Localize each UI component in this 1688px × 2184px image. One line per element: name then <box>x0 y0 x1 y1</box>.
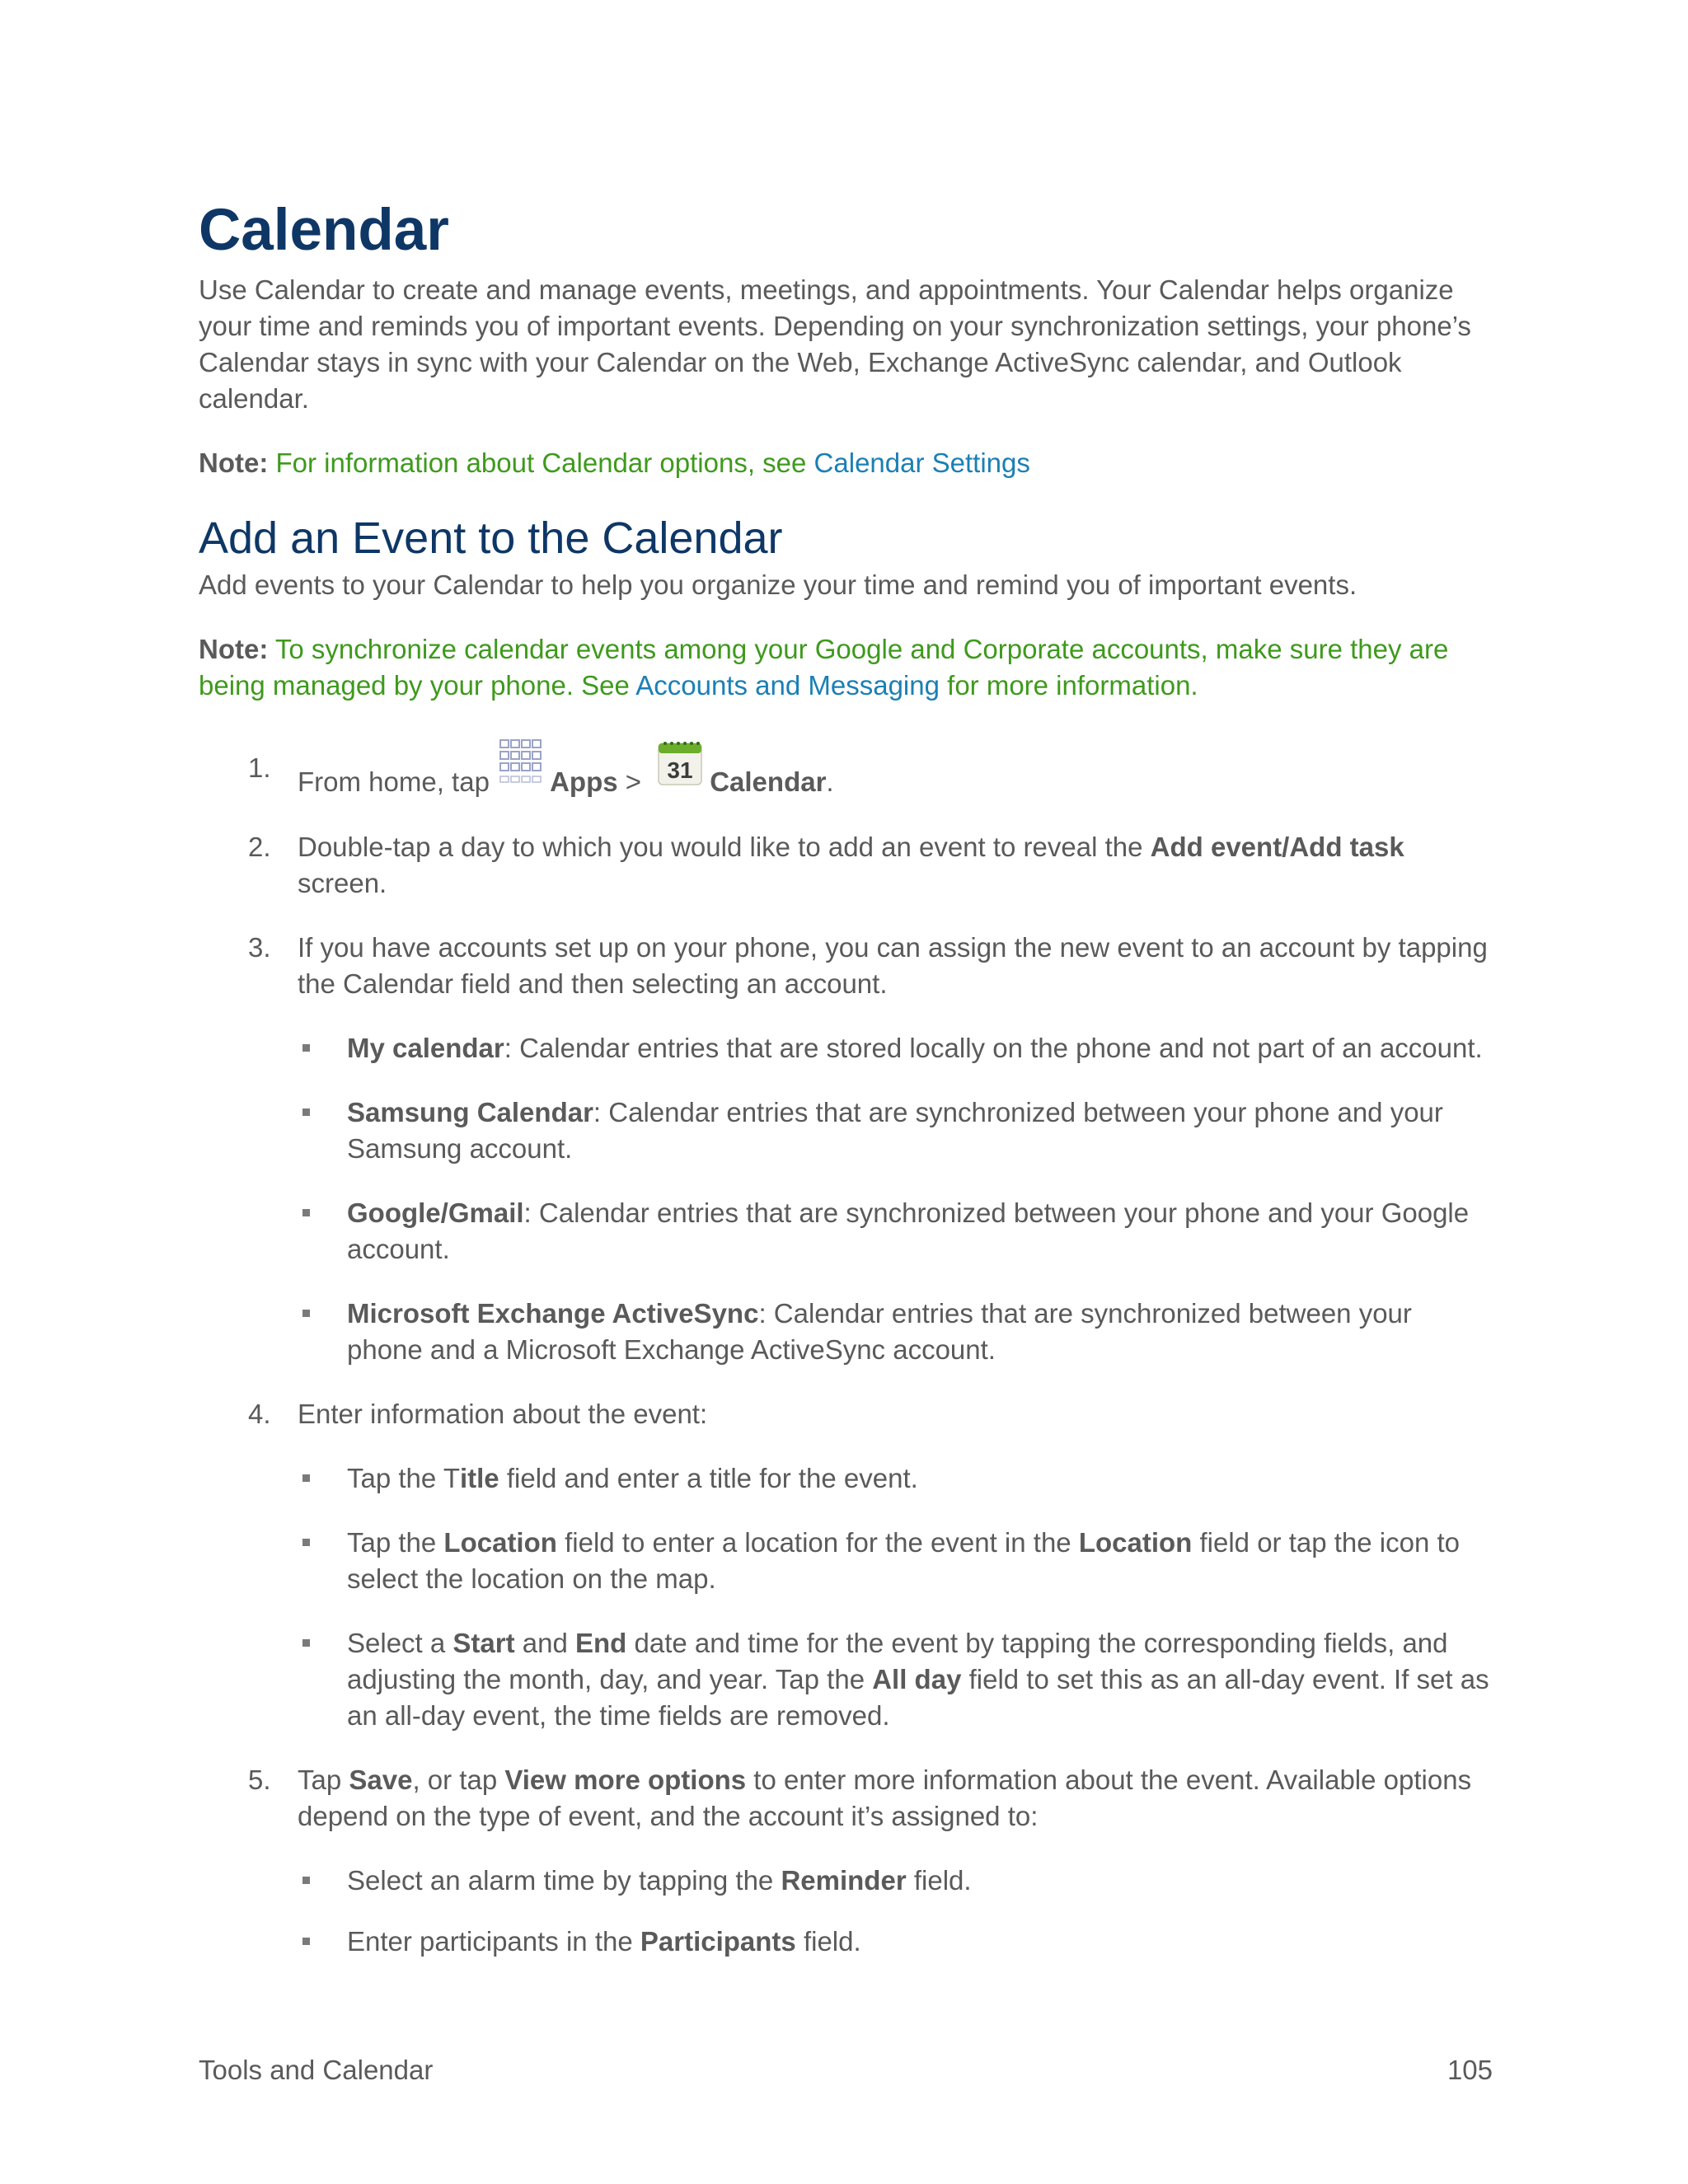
item-text: Select a <box>347 1628 453 1658</box>
item-text-end: field. <box>795 1926 861 1957</box>
item-text: : Calendar entries that are stored locally on the phone and not part of an account. <box>504 1033 1483 1063</box>
accounts-messaging-link[interactable]: Accounts and Messaging <box>635 670 940 701</box>
list-item <box>298 1460 1493 1497</box>
step-bold: Save <box>349 1765 413 1795</box>
bullet-square <box>302 1877 310 1884</box>
note-calendar-options <box>199 445 1493 481</box>
event-info-list <box>298 1460 1493 1734</box>
item-text-mid: date and time for the event by tapping the corresponding fields, and adjusting the month, day, and year. Tap the <box>347 1628 1448 1694</box>
item-text: Select an alarm time by tapping the <box>347 1865 781 1896</box>
item-term: Samsung Calendar <box>347 1097 593 1127</box>
step-2 <box>199 829 1493 902</box>
page-footer <box>199 2052 1493 2088</box>
step-text-end: to enter more information about the event. Available options depend on the type of event, and the account it’s assigned to: <box>298 1765 1472 1831</box>
bullet-square <box>302 1474 310 1482</box>
account-list <box>298 1030 1493 1368</box>
item-term: Google/Gmail <box>347 1197 524 1228</box>
list-item <box>298 1924 1493 1960</box>
item-term: Participants <box>640 1926 796 1957</box>
list-item <box>298 1863 1493 1899</box>
step-1 <box>199 750 1493 801</box>
bullet-square <box>302 1209 310 1216</box>
apps-grid-icon <box>497 738 545 790</box>
item-text: : Calendar entries that are synchronized between your phone and your Samsung account. <box>347 1097 1443 1164</box>
step-period: . <box>826 766 834 797</box>
step-text: Enter information about the event: <box>298 1399 708 1429</box>
step-text: Double-tap a day to which you would like to add an event to reveal the <box>298 832 1151 862</box>
step-text: If you have accounts set up on your phone, you can assign the new event to an account by tapping the Calendar field and then selecting an account. <box>298 932 1488 999</box>
item-term: My calendar <box>347 1033 504 1063</box>
bullet-square <box>302 1938 310 1945</box>
item-term: itle <box>459 1463 499 1493</box>
list-item <box>298 1030 1493 1066</box>
note-text: For information about Calendar options, see <box>268 448 814 478</box>
document-page <box>199 190 1493 1960</box>
list-item <box>298 1525 1493 1597</box>
bullet-square <box>302 1044 310 1052</box>
bullet-square <box>302 1108 310 1116</box>
list-item <box>298 1195 1493 1268</box>
step-bold: View more options <box>504 1765 747 1795</box>
note-label: Note: <box>199 634 269 664</box>
calendar-icon <box>657 740 703 788</box>
step-text-mid: , or tap <box>412 1765 505 1795</box>
item-text-end: field or tap the icon to select the location on the map. <box>347 1527 1461 1594</box>
item-text: Tap the T <box>347 1463 460 1493</box>
item-term: Start <box>452 1628 515 1658</box>
page-number: 105 <box>1447 2055 1493 2085</box>
section-heading: Add an Event to the Calendar <box>199 513 783 563</box>
step-4 <box>199 1396 1493 1734</box>
list-item <box>298 1625 1493 1734</box>
list-item <box>298 1094 1493 1167</box>
section-intro: Add events to your Calendar to help you organize your time and remind you of important events. <box>199 569 1357 600</box>
item-text-end: field. <box>906 1865 972 1896</box>
step-text: From home, tap <box>298 766 498 797</box>
calendar-icon-day: 31 <box>667 757 693 783</box>
step-3 <box>199 930 1493 1368</box>
item-term: Location <box>1078 1527 1193 1558</box>
bullet-square <box>302 1539 310 1546</box>
page-title: Calendar <box>199 198 449 263</box>
step-text: Tap <box>298 1765 349 1795</box>
apps-label: Apps <box>550 766 618 797</box>
step-bold: Add event/Add task <box>1150 832 1404 862</box>
calendar-settings-link[interactable]: Calendar Settings <box>814 448 1030 478</box>
step-text-end: screen. <box>298 868 387 898</box>
step-number: 2. <box>248 832 271 862</box>
step-5 <box>199 1762 1493 1960</box>
item-text: : Calendar entries that are synchronized between your phone and a Microsoft Exchange ActiveSync account. <box>347 1298 1412 1365</box>
item-text: : Calendar entries that are synchronized between your phone and your Google account. <box>347 1197 1470 1264</box>
item-text: Tap the <box>347 1527 444 1558</box>
note-tail: for more information. <box>939 670 1198 701</box>
item-term: Microsoft Exchange ActiveSync <box>347 1298 759 1329</box>
item-text-mid: field to enter a location for the event in the <box>556 1527 1079 1558</box>
item-text-end: field and enter a title for the event. <box>499 1463 918 1493</box>
step-number: 5. <box>248 1765 271 1795</box>
bullet-square <box>302 1639 310 1647</box>
steps-list <box>199 750 1493 1960</box>
note-label: Note: <box>199 448 269 478</box>
note-text: To synchronize calendar events among your Google and Corporate accounts, make sure they are being managed by your phone. See <box>199 634 1449 701</box>
intro-paragraph: Use Calendar to create and manage events, meetings, and appointments. Your Calendar helps organize your time and reminds you of important events. Depending on your synchronization settings, your phone’s Calendar stays in sync with your Calendar on the Web, Exchange ActiveSync calendar, and Outlook calendar. <box>199 274 1471 414</box>
item-text-mid: and <box>514 1628 576 1658</box>
options-list <box>298 1863 1493 1960</box>
bullet-square <box>302 1310 310 1317</box>
item-term: Location <box>443 1527 557 1558</box>
item-term: All day <box>872 1664 962 1694</box>
note-sync <box>199 631 1493 704</box>
item-term: Reminder <box>781 1865 907 1896</box>
step-number: 3. <box>248 932 271 963</box>
step-number: 4. <box>248 1399 271 1429</box>
step-number: 1. <box>248 752 271 783</box>
footer-section: Tools and Calendar <box>199 2055 434 2085</box>
step-arrow: > <box>617 766 649 797</box>
calendar-label: Calendar <box>710 766 827 797</box>
item-term: End <box>575 1628 627 1658</box>
list-item <box>298 1296 1493 1368</box>
item-text-end: field to set this as an all-day event. If set as an all-day event, the time fields are removed. <box>347 1664 1489 1731</box>
item-text: Enter participants in the <box>347 1926 640 1957</box>
